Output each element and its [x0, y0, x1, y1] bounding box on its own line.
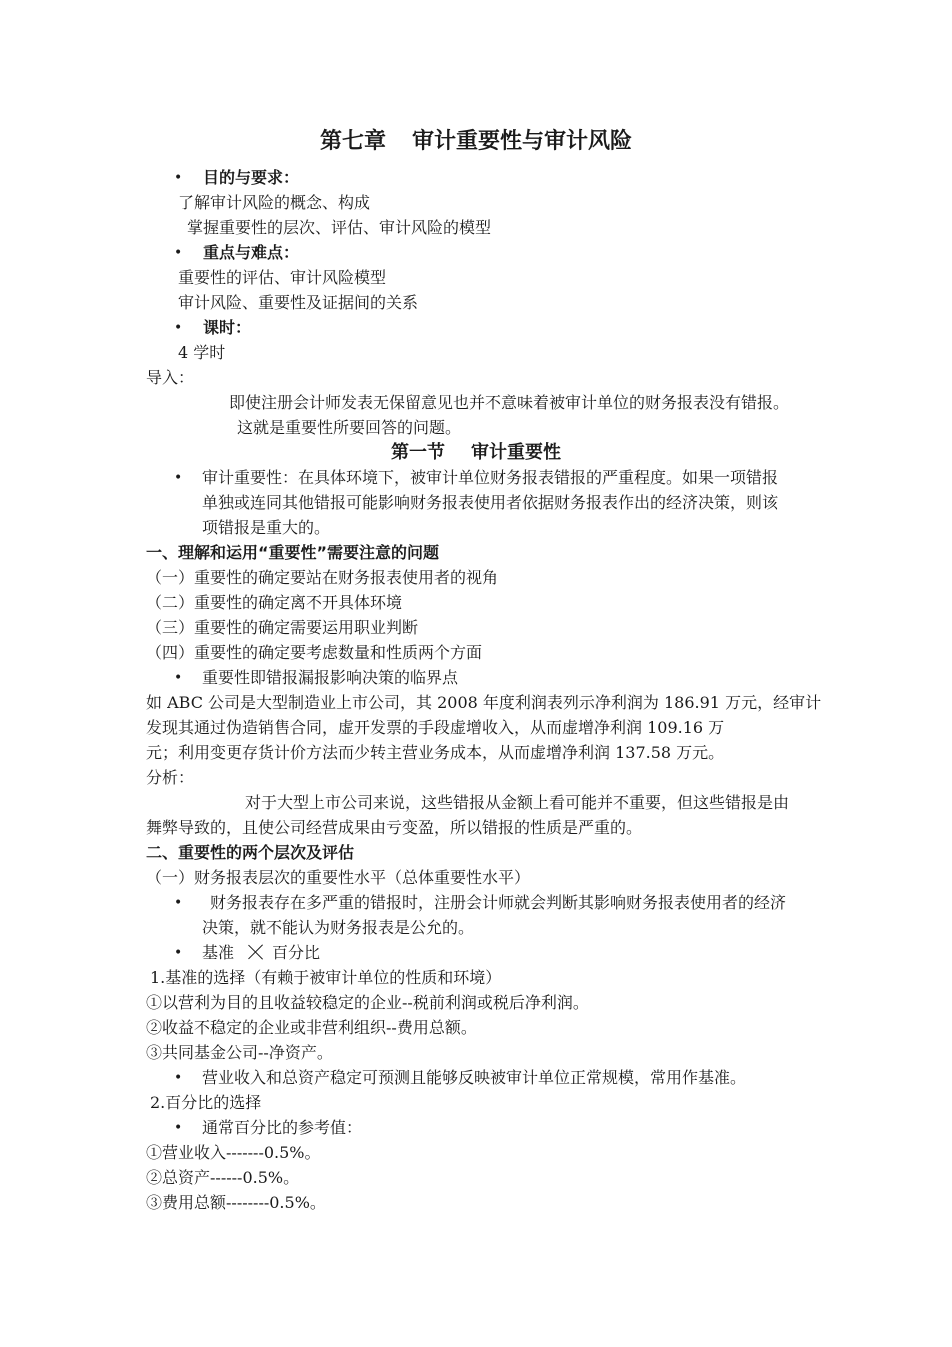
basis-heading: 1.基准的选择（有赖于被审计单位的性质和环境）	[150, 968, 502, 987]
basis-item: ①以营利为目的且收益较稳定的企业--税前利润或税后净利润。	[146, 993, 589, 1012]
focus-label: 重点与难点：	[203, 243, 300, 262]
bullet-icon: •	[174, 245, 183, 261]
bullet-icon: •	[174, 1070, 183, 1086]
analysis-label: 分析：	[146, 768, 195, 787]
definition-line: 审计重要性：在具体环境下，被审计单位财务报表错报的严重程度。如果一项错报	[202, 468, 779, 487]
goal-item: 掌握重要性的层次、评估、审计风险的模型	[187, 218, 492, 237]
lead-label: 导入：	[146, 368, 195, 387]
example-line: 发现其通过伪造销售合同，虚开发票的手段虚增收入，从而虚增净利润 109.16 万	[146, 718, 725, 737]
definition-line: 项错报是重大的。	[202, 518, 331, 537]
bullet-icon: •	[174, 320, 183, 336]
lead-line: 即使注册会计师发表无保留意见也并不意味着被审计单位的财务报表没有错报。	[229, 393, 790, 412]
multiply-icon	[248, 944, 264, 960]
pct-heading: 2.百分比的选择	[150, 1093, 262, 1112]
threshold-bullet: 重要性即错报漏报影响决策的临界点	[202, 668, 459, 687]
bullet-icon: •	[174, 670, 183, 686]
part2-subheading: （一）财务报表层次的重要性水平（总体重要性水平）	[146, 868, 531, 887]
bullet-icon: •	[174, 1120, 183, 1136]
chapter-title	[0, 128, 952, 156]
bullet-icon: •	[174, 895, 183, 911]
part2-heading: 二、重要性的两个层次及评估	[146, 843, 355, 862]
focus-item: 重要性的评估、审计风险模型	[178, 268, 387, 287]
pct-item: ③费用总额--------0.5%。	[146, 1193, 326, 1212]
basis-item: ②收益不稳定的企业或非营利组织--费用总额。	[146, 1018, 477, 1037]
basis-item: ③共同基金公司--净资产。	[146, 1043, 333, 1062]
analysis-line: 对于大型上市公司来说，这些错报从金额上看可能并不重要，但这些错报是由	[245, 793, 790, 812]
hours-label: 课时：	[203, 318, 252, 337]
bullet-icon: •	[174, 945, 183, 961]
analysis-line: 舞弊导致的，且使公司经营成果由亏变盈，所以错报的性质是严重的。	[146, 818, 643, 837]
section-name: 审计重要性	[471, 442, 561, 463]
part1-item: （一）重要性的确定要站在财务报表使用者的视角	[146, 568, 499, 587]
bullet-icon: •	[174, 470, 183, 486]
formula-percent: 百分比	[272, 943, 321, 962]
formula-line	[202, 943, 320, 963]
section-number: 第一节	[391, 442, 445, 463]
lead-line: 这就是重要性所要回答的问题。	[237, 418, 462, 437]
focus-item: 审计风险、重要性及证据间的关系	[178, 293, 419, 312]
part1-heading: 一、理解和运用“重要性”需要注意的问题	[146, 543, 440, 562]
chapter-name: 审计重要性与审计风险	[412, 129, 633, 154]
pct-bullet: 通常百分比的参考值：	[202, 1118, 363, 1137]
goal-item: 了解审计风险的概念、构成	[178, 193, 371, 212]
level-bullet-line: 决策，就不能认为财务报表是公允的。	[202, 918, 475, 937]
example-line: 如 ABC 公司是大型制造业上市公司，其 2008 年度利润表列示净利润为 186.91 万元，经审计	[146, 693, 822, 712]
example-line: 元；利用变更存货计价方法而少转主营业务成本，从而虚增净利润 137.58 万元。	[146, 743, 725, 762]
goals-label: 目的与要求：	[203, 168, 300, 187]
level-bullet-line: 财务报表存在多严重的错报时，注册会计师就会判断其影响财务报表使用者的经济	[210, 893, 787, 912]
chapter-number: 第七章	[319, 129, 386, 154]
pct-item: ①营业收入-------0.5%。	[146, 1143, 321, 1162]
pct-item: ②总资产------0.5%。	[146, 1168, 300, 1187]
bullet-icon: •	[174, 170, 183, 186]
definition-line: 单独或连同其他错报可能影响财务报表使用者依据财务报表作出的经济决策，则该	[202, 493, 779, 512]
hours-value: 4 学时	[178, 343, 226, 362]
basis-bullet: 营业收入和总资产稳定可预测且能够反映被审计单位正常规模，常用作基准。	[202, 1068, 747, 1087]
part1-item: （三）重要性的确定需要运用职业判断	[146, 618, 419, 637]
formula-basis: 基准	[202, 943, 235, 962]
section-title	[0, 441, 952, 465]
part1-item: （四）重要性的确定要考虑数量和性质两个方面	[146, 643, 483, 662]
part1-item: （二）重要性的确定离不开具体环境	[146, 593, 403, 612]
